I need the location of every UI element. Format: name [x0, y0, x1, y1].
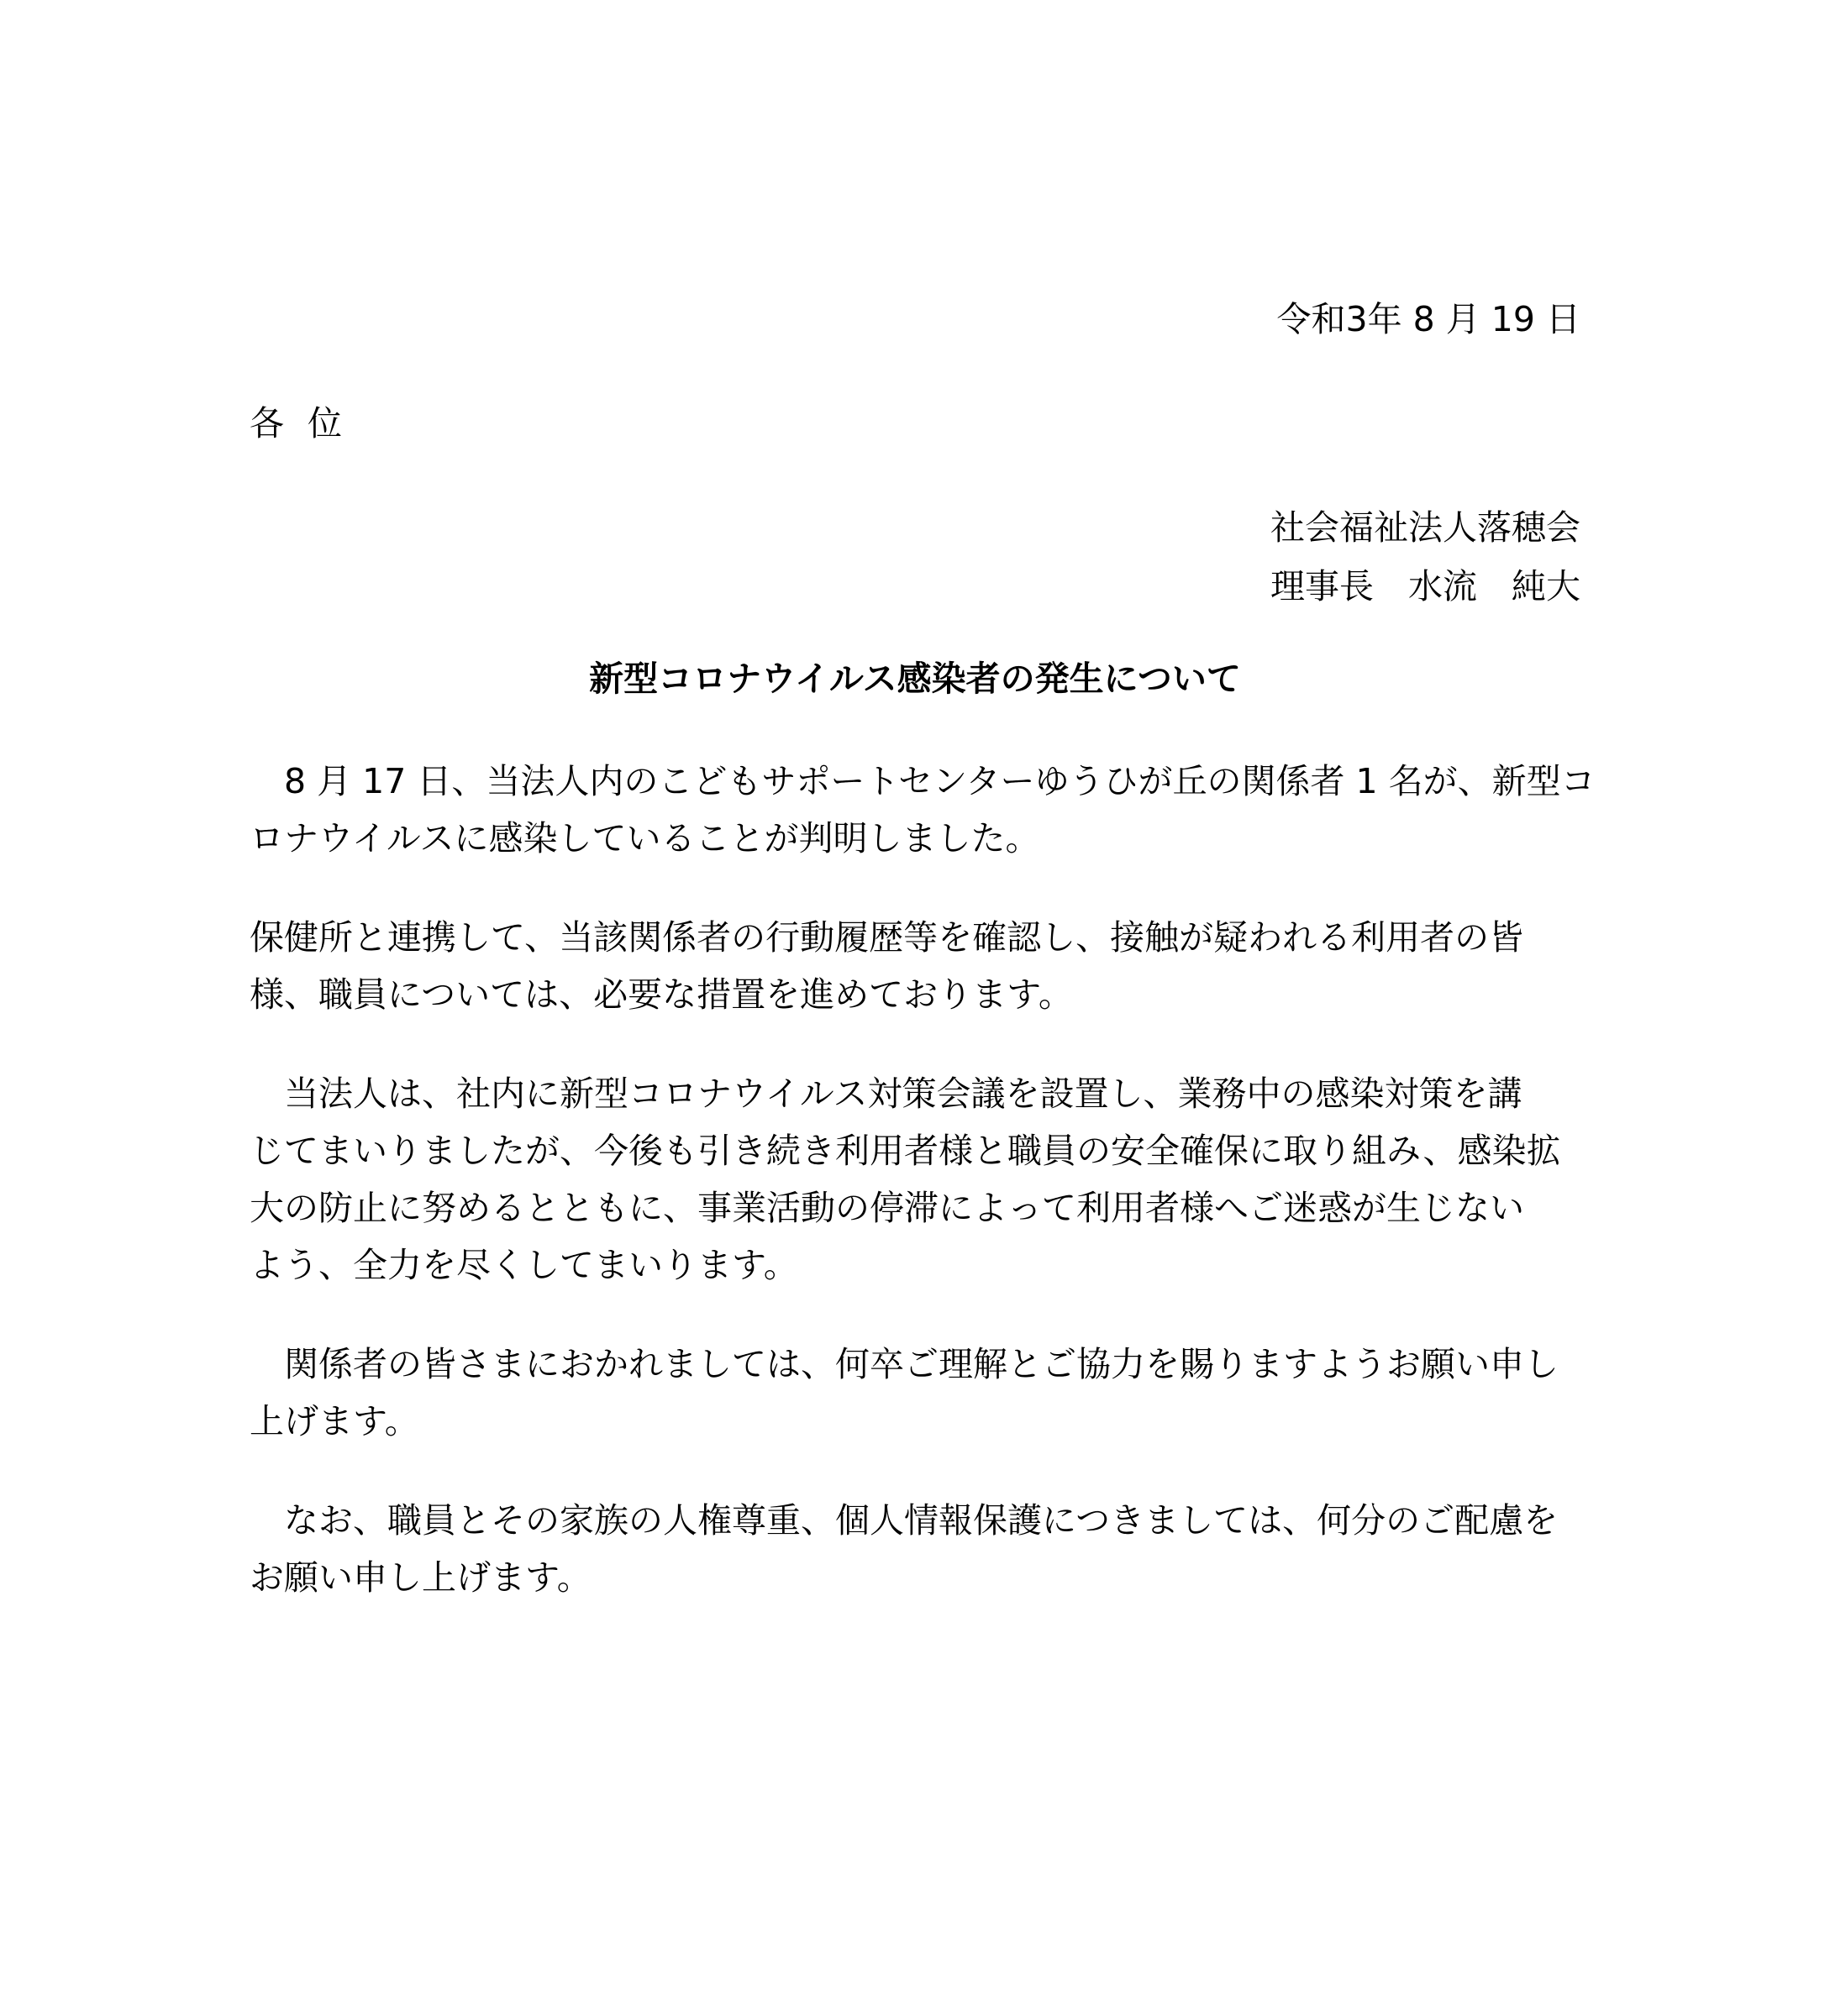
paragraph-2: [250, 909, 1580, 1023]
paragraph-line: 大の防止に努めるとともに、事業活動の停滞によって利用者様へご迷惑が生じない: [250, 1188, 1524, 1228]
paragraph-line: 上げます。: [250, 1401, 419, 1441]
paragraph-line: 保健所と連携して、当該関係者の行動履歴等を確認し、接触が疑われる利用者の皆: [250, 917, 1524, 958]
paragraph-line: じてまいりましたが、今後も引き続き利用者様と職員の安全確保に取り組み、感染拡: [250, 1131, 1561, 1171]
sender-representative: 理事長 水流 純大: [1270, 566, 1580, 606]
paragraph-line: 当法人は、社内に新型コロナウイルス対策会議を設置し、業務中の感染対策を講: [250, 1074, 1522, 1114]
paragraph-5: [250, 1492, 1580, 1606]
document-title: 新型コロナウイルス感染者の発生について: [589, 659, 1241, 699]
document-date: 令和3年 8 月 19 日: [1276, 299, 1580, 339]
sender-organization: 社会福祉法人落穂会: [1270, 507, 1580, 548]
paragraph-line: ロナウイルスに感染していることが判明しました。: [250, 818, 1040, 858]
paragraph-3: [250, 1065, 1580, 1294]
paragraph-1: [250, 753, 1596, 867]
paragraph-line: 様、職員については、必要な措置を進めております。: [250, 974, 1073, 1015]
paragraph-line: よう、全力を尽くしてまいります。: [250, 1245, 798, 1285]
paragraph-line: お願い申し上げます。: [250, 1557, 592, 1598]
paragraph-line: なお、職員とその家族の人権尊重、個人情報保護につきましては、何分のご配慮を: [250, 1500, 1559, 1541]
sender-block: [1270, 498, 1580, 616]
addressee: 各位: [250, 403, 365, 444]
paragraph-4: [250, 1336, 1580, 1450]
paragraph-line: 関係者の皆さまにおかれましては、何卒ご理解とご協力を賜りますようお願い申し: [250, 1344, 1559, 1384]
paragraph-line: 8 月 17 日、当法人内のこどもサポートセンターゆうひが丘の関係者 1 名が、新型コ: [250, 761, 1596, 801]
